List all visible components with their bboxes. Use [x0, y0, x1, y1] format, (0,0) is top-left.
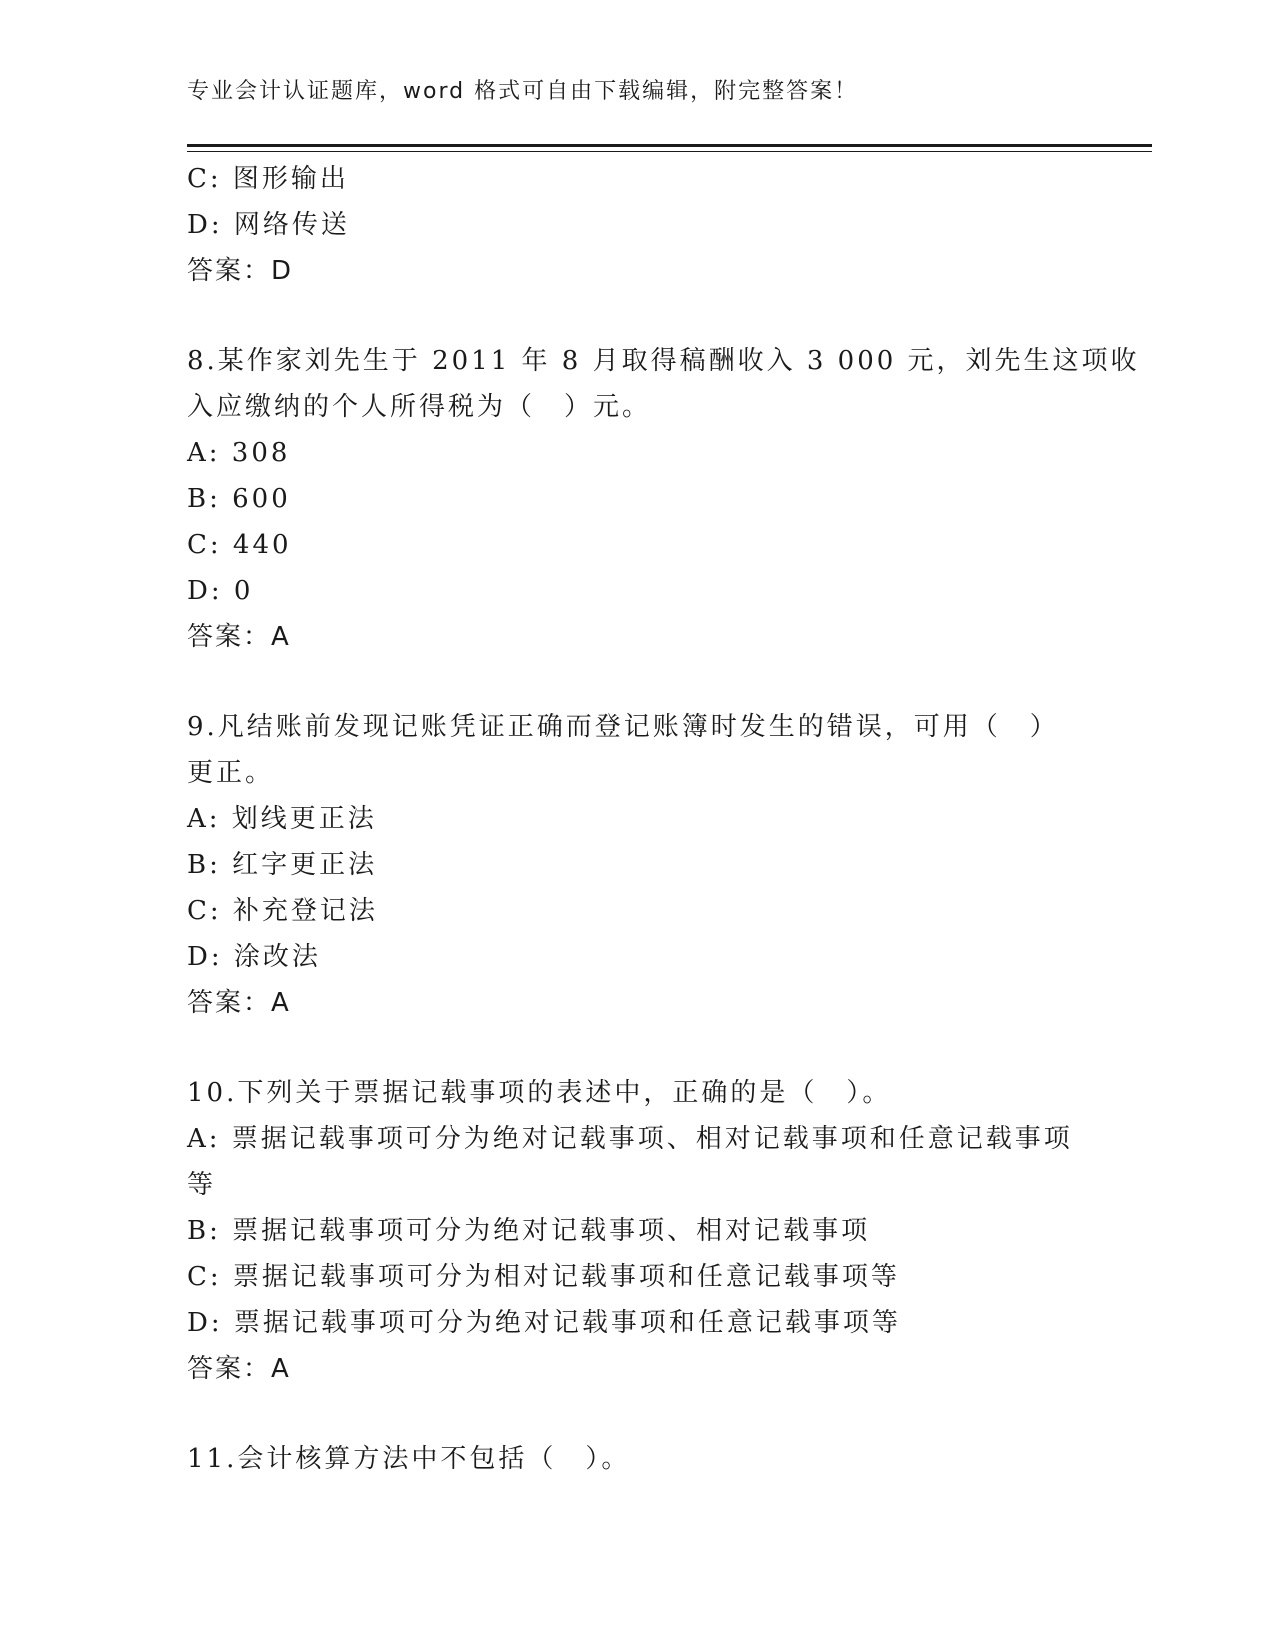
q7-option-c: C: 图形输出 [187, 164, 349, 194]
q7-option-d: D: 网络传送 [187, 210, 350, 240]
spacer [187, 294, 1067, 338]
spacer [187, 660, 1067, 704]
q8-option-b: B: 600 [187, 484, 291, 514]
q10-option-a-line2: 等 [187, 1170, 217, 1200]
q10-option-a-line1: A: 票据记载事项可分为绝对记载事项、相对记载事项和任意记载事项 [187, 1124, 1073, 1154]
q7-answer: 答案：D [187, 256, 294, 286]
q10-option-d: D: 票据记载事项可分为绝对记载事项和任意记载事项等 [187, 1308, 901, 1338]
q8-stem-line1: 8.某作家刘先生于 2011 年 8 月取得稿酬收入 3 000 元，刘先生这项收 [187, 346, 1140, 376]
q10-stem-line1: 10.下列关于票据记载事项的表述中，正确的是（ ）。 [187, 1078, 892, 1108]
q9-option-a: A: 划线更正法 [187, 804, 377, 834]
spacer [187, 1392, 1067, 1436]
q10-option-c: C: 票据记载事项可分为相对记载事项和任意记载事项等 [187, 1262, 900, 1292]
q10-answer: 答案：A [187, 1354, 291, 1384]
q11-stem-line1: 11.会计核算方法中不包括（ ）。 [187, 1444, 631, 1474]
q10-option-b: B: 票据记载事项可分为绝对记载事项、相对记载事项 [187, 1216, 871, 1246]
q9-stem-line2: 更正。 [187, 758, 275, 788]
q8-option-c: C: 440 [187, 530, 292, 560]
q8-option-a: A: 308 [187, 438, 291, 468]
q9-option-b: B: 红字更正法 [187, 850, 378, 880]
header-rule-thick [187, 144, 1152, 147]
question-content [187, 156, 1140, 1482]
q8-stem-line2: 入应缴纳的个人所得税为（ ）元。 [187, 392, 652, 422]
page-header: 专业会计认证题库，word 格式可自由下载编辑，附完整答案！ [187, 79, 859, 104]
q9-option-d: D: 涂改法 [187, 942, 321, 972]
q9-option-c: C: 补充登记法 [187, 896, 378, 926]
q9-answer: 答案：A [187, 988, 291, 1018]
q8-answer: 答案：A [187, 622, 291, 652]
spacer [187, 1026, 1067, 1070]
q8-option-d: D: 0 [187, 576, 254, 606]
header-rule-thin [187, 151, 1152, 152]
q9-stem-line1: 9.凡结账前发现记账凭证正确而登记账簿时发生的错误，可用（ ） [187, 712, 1059, 742]
